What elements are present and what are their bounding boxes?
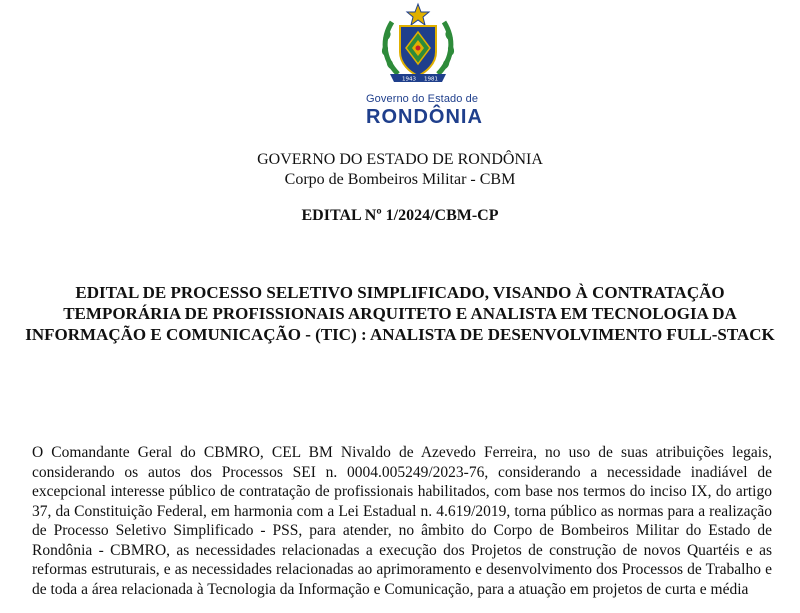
document-number: EDITAL Nº 1/2024/CBM-CP: [301, 207, 499, 224]
state-logo: [366, 2, 483, 134]
emblem-year-left: 1943: [402, 76, 416, 83]
department-heading: Corpo de Bombeiros Militar - CBM: [284, 171, 516, 188]
logo-caption: Governo do Estado de: [366, 93, 479, 105]
logo-state-name: RONDÔNIA: [366, 106, 483, 128]
document-subject: EDITAL DE PROCESSO SELETIVO SIMPLIFICADO, VISANDO À CONTRATAÇÃO TEMPORÁRIA DE PROFISSIONAIS ARQUITETO E ANALISTA EM TECNOLOGIA DA INFORMAÇÃO E COMUNICAÇÃO - (TIC) : ANALISTA DE DESENVOLVIMENTO FULL-STACK: [25, 283, 775, 344]
emblem-year-right: 1981: [424, 76, 438, 83]
body-paragraph: O Comandante Geral do CBMRO, CEL BM Nivaldo de Azevedo Ferreira, no uso de suas atribuições legais, considerando os autos dos Processos SEI n. 0004.005249/2023-76, considerando a necessidade inadiável de excepcional interesse público de contratação de profissionais habilitados, com base nos termos do inciso IX, do artigo 37, da Constituição Federal, em harmonia com a Lei Estadual n. 4.619/2019, torna público as normas para a realização de Processo Seletivo Simplificado - PSS, para atender, no âmbito do Corpo de Bombeiros Militar do Estado de Rondônia - CBMRO, as necessidades relacionadas a execução dos Projetos de construção de novos Quartéis e as reformas estruturais, e as necessidades relacionadas ao aprimoramento e desenvolvimento dos Processos de Trabalho e de toda a área relacionada à Tecnologia da Informação e Comunicação, para a atuação em projetos de curta e média: [32, 444, 772, 598]
government-heading: GOVERNO DO ESTADO DE RONDÔNIA: [257, 151, 543, 168]
state-coat-of-arms-icon: [374, 2, 462, 90]
